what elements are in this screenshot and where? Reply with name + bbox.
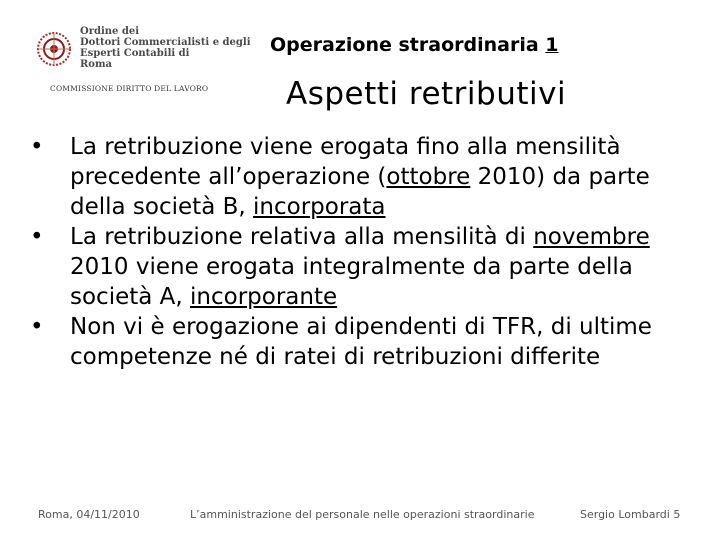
logo-line-2: Dottori Commercialisti e degli	[80, 37, 251, 48]
logo-commission: COMMISSIONE DIRITTO DEL LAVORO	[50, 84, 209, 93]
slide-heading	[270, 34, 559, 56]
bullet-marker: •	[30, 134, 44, 160]
bullet-list	[30, 132, 690, 372]
bullet-text: Non vi è erogazione ai dipendenti di TFR, di ultime competenze né di ratei di retribuzioni differite	[70, 314, 652, 370]
heading-number: 1	[545, 34, 559, 56]
slide-title: Aspetti retributivi	[286, 76, 567, 112]
underlined-text: novembre	[533, 224, 650, 250]
footer-date: Roma, 04/11/2010	[38, 508, 140, 521]
bullet-item	[30, 132, 690, 222]
bullet-marker: •	[30, 224, 44, 250]
heading-prefix: Operazione straordinaria	[270, 34, 546, 56]
underlined-text: ottobre	[386, 164, 471, 190]
crest-icon	[36, 30, 72, 68]
bullet-text: 2010) da parte della società B,	[70, 164, 650, 220]
footer-title: L’amministrazione del personale nelle operazioni straordinarie	[190, 508, 535, 521]
bullet-text: 2010 viene erogata integralmente da parte della società A,	[70, 254, 633, 310]
bullet-marker: •	[30, 314, 44, 340]
underlined-text: incorporata	[253, 194, 386, 220]
footer-page-number: 5	[673, 508, 681, 521]
odcec-logo	[30, 22, 251, 94]
underlined-text: incorporante	[190, 284, 338, 310]
logo-line-4: Roma	[80, 59, 113, 70]
bullet-text: La retribuzione relativa alla mensilità di	[70, 224, 534, 250]
bullet-item	[30, 312, 690, 372]
logo-line-1: Ordine dei	[80, 26, 140, 37]
bullet-item	[30, 222, 690, 312]
footer-author: Sergio Lombardi	[580, 508, 670, 521]
logo-line-3: Esperti Contabili di	[80, 48, 190, 59]
footer-author-page	[580, 508, 680, 521]
bullet-text: La retribuzione viene erogata fino alla mensilità precedente all’operazione (	[70, 134, 621, 190]
